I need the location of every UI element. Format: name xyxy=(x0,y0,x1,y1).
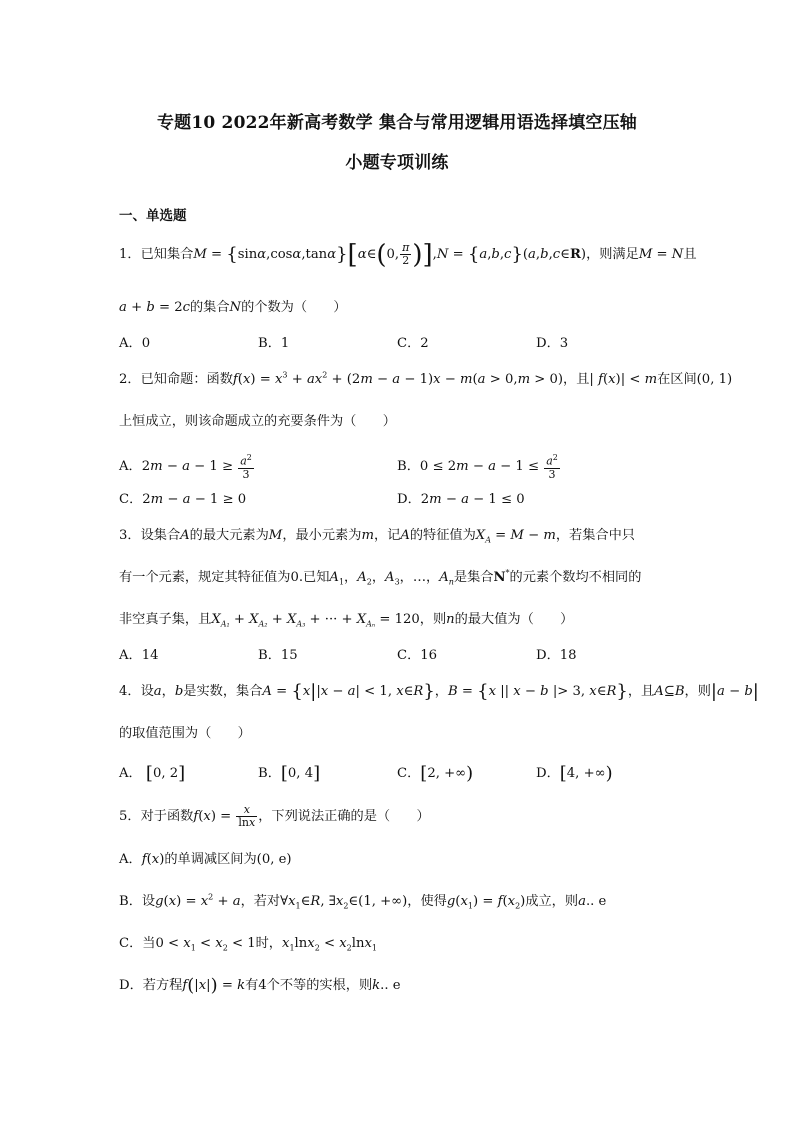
question-4-option-d[interactable]: D．[4, +∞) xyxy=(536,763,613,784)
question-4-option-b[interactable]: B．[0, 4] xyxy=(258,763,321,784)
question-1-option-a[interactable]: A．0 xyxy=(119,336,151,351)
question-1-line-1: 1．已知集合M = {sinα,cosα,tanα}[α∈(0, $\frac{\pi}{2}$ )],N = {a,b,c}(a,b,c∈R)，则满足M = N且 xyxy=(119,240,697,270)
question-4-line-1: 4．设a，b是实数，集合A = {x||x − a| < 1, x∈R}，B = {x || x − b |> 3, x∈R}，且A⊆B，则|a − b| xyxy=(119,681,759,702)
question-1-option-d[interactable]: D．3 xyxy=(536,336,569,351)
question-3-option-c[interactable]: C．16 xyxy=(397,648,438,663)
question-5-line-1: 5．对于函数f(x) = $\frac{x}{\ln x}$ ，下列说法正确的是（ ） xyxy=(119,803,430,829)
question-2-option-b[interactable]: B．0 ≤ 2m − a − 1 ≤ $\frac{a^2}{3}$ xyxy=(397,453,558,481)
question-4-option-c[interactable]: C．[2, +∞) xyxy=(397,763,474,784)
question-3-line-1: 3．设集合A的最大元素为M，最小元素为m，记A的特征值为$X_A = M - m$，若集合中只 xyxy=(119,528,635,545)
question-4-line-2: 的取值范围为（ ） xyxy=(119,726,251,741)
question-2-option-a[interactable]: A．2m − a − 1 ≥ $\frac{a^2}{3}$ xyxy=(119,453,252,481)
page-title: 专题10 2022年新高考数学 集合与常用逻辑用语选择填空压轴 xyxy=(156,113,637,133)
question-1-option-b[interactable]: B．1 xyxy=(258,336,290,351)
section-heading: 一、单选题 xyxy=(119,208,187,224)
question-5-option-c[interactable]: C．当$0 < x_1 < x_2 < 1$时，$x_1\ln x_2 < x_2\ln x_1$ xyxy=(119,936,377,953)
question-1-line-2: a + b = 2c的集合N的个数为（ ） xyxy=(119,300,347,315)
question-3-line-2: 有一个元素，规定其特征值为0.已知$A_1$，$A_2$，$A_3$，…，$A_n$是集合N*的元素个数均不相同的 xyxy=(119,568,642,587)
question-5-option-d[interactable]: D．若方程f(|x|) = k有4个不等的实根，则k.. e xyxy=(119,975,401,996)
question-3-option-a[interactable]: A．14 xyxy=(119,648,159,663)
question-4-option-a[interactable]: A． [0, 2] xyxy=(119,763,186,784)
question-3-line-3: 非空真子集，且$X_{A_1} + X_{A_2} + X_{A_3}$ + ··· + $X_{A_n} = 120$，则n的最大值为（ ） xyxy=(119,612,574,629)
question-2-option-d[interactable]: D．2m − a − 1 ≤ 0 xyxy=(397,492,525,507)
question-5-option-a[interactable]: A．f(x)的单调减区间为(0, e) xyxy=(119,852,292,867)
question-2-line-1: 2．已知命题：函数$f(x) = x^3 + ax^2 + (2m - a - 1)x - m(a > 0,m > 0)$，且| f(x)| < m在区间(0, 1) xyxy=(119,370,733,387)
question-2-option-c[interactable]: C．2m − a − 1 ≥ 0 xyxy=(119,492,247,507)
question-2-line-2: 上恒成立，则该命题成立的充要条件为（ ） xyxy=(119,414,396,429)
question-3-option-b[interactable]: B．15 xyxy=(258,648,298,663)
page-subtitle: 小题专项训练 xyxy=(345,153,449,173)
question-3-option-d[interactable]: D．18 xyxy=(536,648,577,663)
question-5-option-b[interactable]: B．设$g(x) = x^2 + a$，若对$\forall x_1\in R$, $\exists x_2\in(1$, +∞)，使得$g(x_1) = f(x_2)$成立，则a.. e xyxy=(119,892,607,911)
question-1-option-c[interactable]: C．2 xyxy=(397,336,429,351)
